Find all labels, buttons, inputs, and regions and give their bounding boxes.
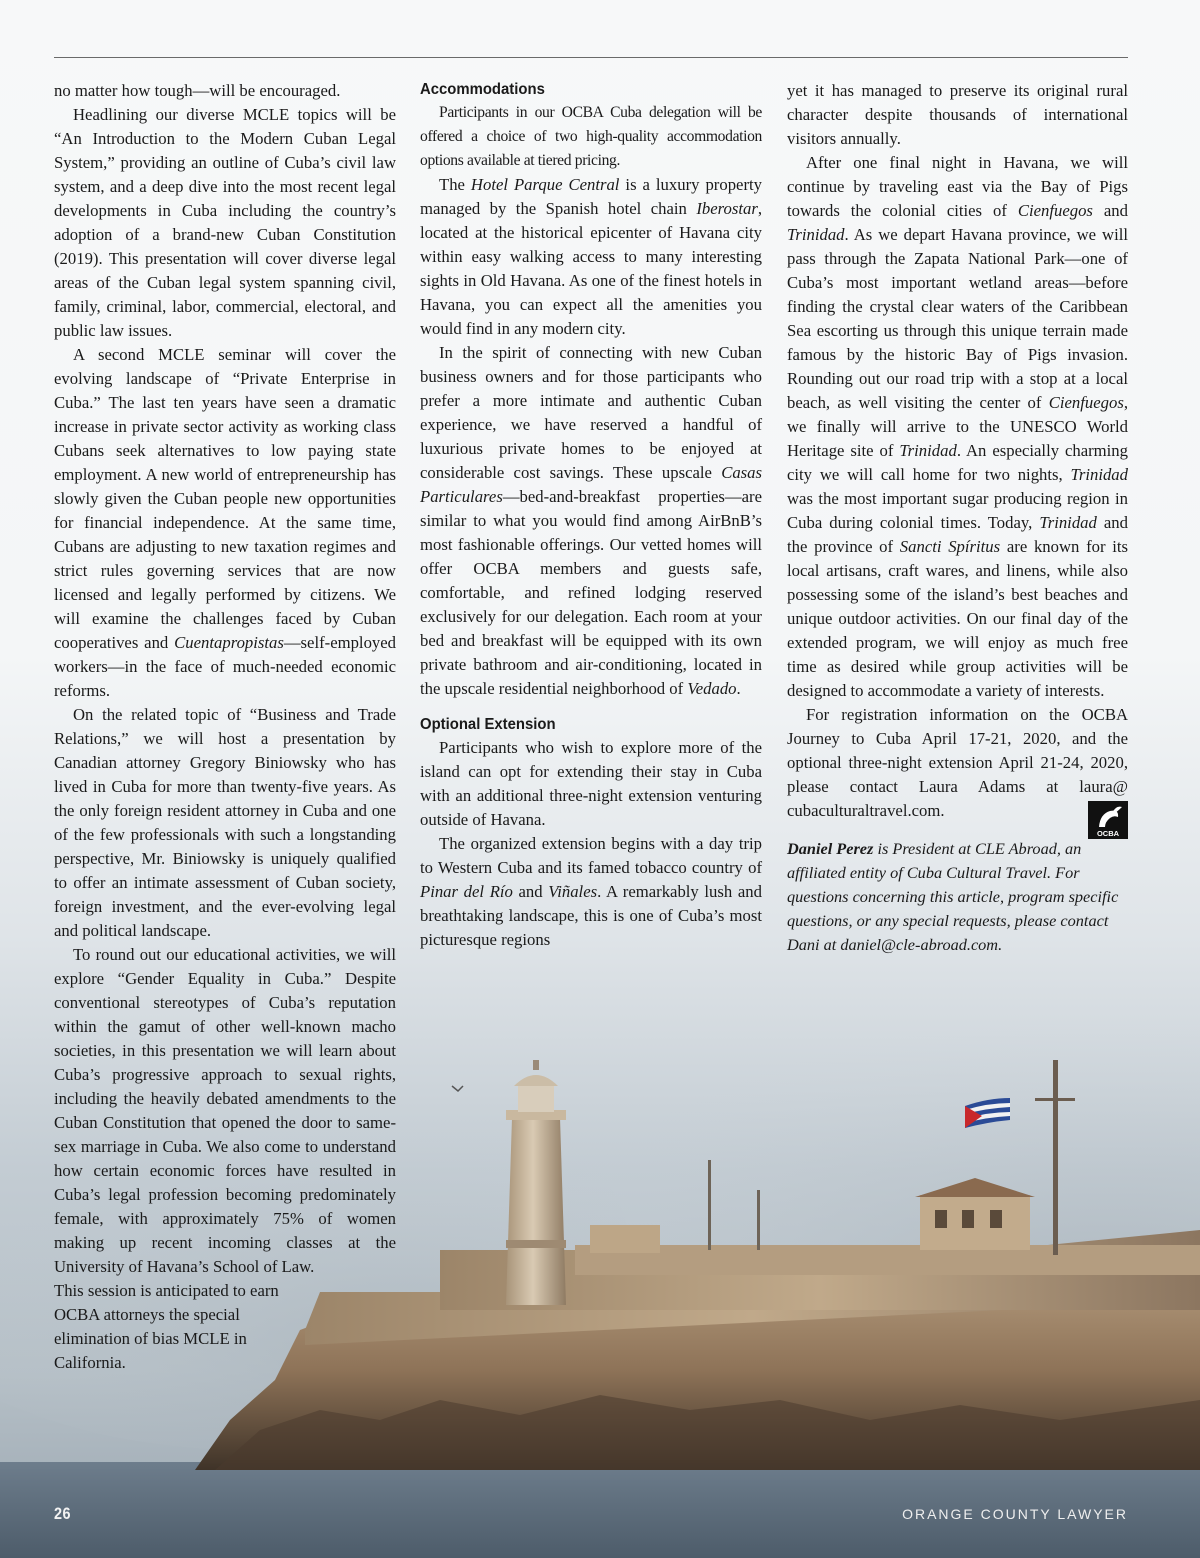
paragraph: The Hotel Parque Central is a luxury property managed by the Spanish hotel chain Iberostar, located at the historical epicenter of Havana city within easy walking access to many interesting sights in Old Havana. As one of the finest hotels in Havana, you can expect all the amenities you would find in any modern city. [420, 175, 762, 338]
paragraph: Participants in our OCBA Cuba delegation will be offered a choice of two high-quality accommodation options available at tiered pricing. [420, 104, 762, 169]
svg-text:OCBA: OCBA [1096, 829, 1120, 838]
paragraph-wrap: This session is anticipated to earn OCBA attorneys the special elimination of bias MCLE in California. [54, 1281, 279, 1372]
section-heading-accommodations: Accommodations [420, 81, 545, 98]
paragraph: In the spirit of connecting with new Cuban business owners and for those participants who prefer a more intimate and authentic Cuban experience, we have reserved a handful of luxurious private homes to be enjoyed at considerable cost savings. These upscale Casas Particulares—bed-and-breakfast properties—are similar to what you would find among AirBnB’s most fashionable offerings. Our vetted homes will offer OCBA members and guests safe, comfortable, and refined lodging reserved exclusively for our delegation. Each room at your bed and breakfast will be equipped with its own private bathroom and air-conditioning, located in the upscale residential neighborhood of Vedado. [420, 343, 762, 698]
paragraph: Headlining our diverse MCLE topics will be “An Introduction to the Modern Cuban Legal System,” providing an outline of Cuba’s civil law system, and a deep dive into the most recent legal developments in Cuba including the country’s adoption of a brand-new Cuban Constitution (2019). This presentation will cover diverse legal areas of the Cuban legal system spanning civil, family, criminal, labor, commercial, electoral, and public law issues. [54, 105, 396, 340]
paragraph: After one final night in Havana, we will continue by traveling east via the Bay of Pigs towards the colonial cities of Cienfuegos and Trinidad. As we depart Havana province, we will pass through the Zapata National Park—one of Cuba’s most important wetland areas—before finding the crystal clear waters of the Caribbean Sea escorting us through this unique terrain made famous by the historic Bay of Pigs invasion. Rounding out our road trip with a stop at a local beach, as well visiting the center of Cienfuegos, we finally will arrive to the UNESCO World Heritage site of Trinidad. An especially charming city we will call home for two nights, Trinidad was the most important sugar producing region in Cuba during colonial times. Today, Trinidad and the province of Sancti Spíritus are known for its local artisans, craft wares, and linens, while also possessing some of the island’s best beaches and unique outdoor activities. On our final day of the extended program, we will enjoy as much free time as desired while group activities will be designed to accommodate a variety of interests. [787, 153, 1129, 700]
publication-footer: ORANGE COUNTY LAWYER [902, 1506, 1128, 1522]
paragraph: On the related topic of “Business and Trade Relations,” we will host a presentation by Canadian attorney Gregory Biniowsky who has lived in Cuba for more than twenty-five years. As the only foreign resident attorney in Cuba and one of the few professionals with such a longstanding perspective, Mr. Biniowsky is uniquely qualified to offer an intimate assessment of Cuban society, foreign investment, and the ever-evolving legal and political landscape. [54, 705, 396, 940]
paragraph: The organized extension begins with a day trip to Western Cuba and its famed tobacco country of Pinar del Río and Viñales. A remarkably lush and breathtaking landscape, this is one of Cuba’s most picturesque regions [420, 834, 762, 949]
section-heading-optional-extension: Optional Extension [420, 716, 556, 733]
paragraph: Participants who wish to explore more of the island can opt for extending their stay in Cuba with an additional three-night extension venturing outside of Havana. [420, 738, 762, 829]
paragraph: no matter how tough—will be encouraged. [54, 81, 341, 100]
page-number: 26 [54, 1504, 71, 1523]
ocba-logo-icon [1088, 801, 1128, 839]
column-3 [787, 79, 1128, 957]
paragraph-registration: For registration information on the OCBA Journey to Cuba April 17-21, 2020, and the optional three-night extension April 21-24, 2020, please contact Laura Adams at laura@ cubaculturaltravel.com. OCBA [787, 705, 1128, 838]
top-rule [54, 57, 1128, 58]
column-2 [420, 79, 762, 952]
column-1 [54, 79, 396, 1375]
paragraph: yet it has managed to preserve its original rural character despite thousands of international visitors annually. [787, 81, 1128, 148]
author-bio: Daniel Perez is President at CLE Abroad, an affiliated entity of Cuba Cultural Travel. For questions concerning this article, program specific questions, or any special requests, please contact Dani at daniel@cle-abroad.com. [787, 839, 1119, 954]
paragraph: A second MCLE seminar will cover the evolving landscape of “Private Enterprise in Cuba.” The last ten years have seen a dramatic increase in private sector activity as working class Cubans seek alternatives to low paying state employment. A new world of entrepreneurship has slowly given the Cuban people new opportunities for financial independence. At the same time, Cubans are adjusting to new taxation regimes and strict rules governing services that are now licensed and legally performed by citizens. We will examine the challenges faced by Cuban cooperatives and Cuentapropistas—self-employed workers—in the face of much-needed economic reforms. [54, 345, 397, 700]
paragraph: To round out our educational activities, we will explore “Gender Equality in Cuba.” Despite conventional stereotypes of Cuba’s reputation within the gamut of other well-known macho societies, in this presentation we will learn about Cuba’s progressive approach to sexual rights, including the heavily debated amendments to the Cuban Constitution that opened the door to same-sex marriage in Cuba. We also come to understand how certain economic forces have resulted in Cuba’s legal profession becoming predominately female, with approximately 75% of women making up recent incoming classes at the University of Havana’s School of Law. [54, 945, 396, 1276]
